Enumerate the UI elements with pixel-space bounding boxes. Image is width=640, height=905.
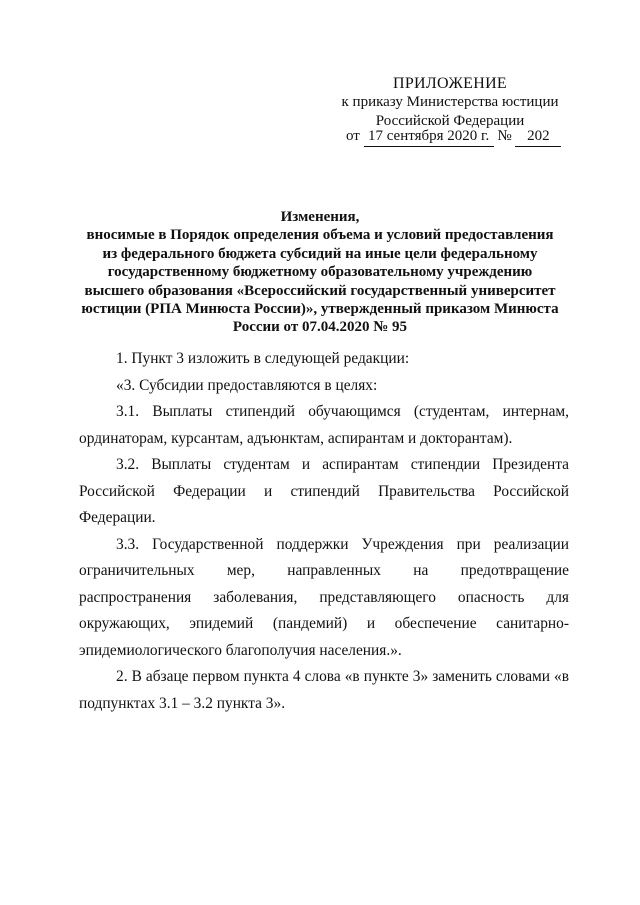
paragraph-2: «3. Субсидии предоставляются в целях: [116,376,378,394]
heading-line-2: вносимые в Порядок определения объема и условий предоставления [86,227,554,244]
appendix-line-2: Российской Федерации [375,113,525,129]
document-body [79,346,569,717]
order-number: 202 [515,127,561,147]
heading-line-3: из федерального бюджета субсидий на иные цели федеральному [102,245,538,262]
paragraph-3: 3.1. Выплаты стипендий обучающимся (студентам, интернам, ординаторам, курсантам, адъюнктам, аспирантам и докторантам). [79,403,569,447]
paragraph-6: 2. В абзаце первом пункта 4 слова «в пункте 3» заменить словами «в подпунктах 3.1 – 3.2 пункта 3». [79,668,569,712]
paragraph-1: 1. Пункт 3 изложить в следующей редакции: [116,350,410,367]
appendix-header [330,74,570,131]
number-label: № [497,128,512,144]
heading-line-6: юстиции (РПА Минюста России)», утвержденный приказом Минюста [81,301,559,318]
appendix-line-1: к приказу Министерства юстиции [341,94,559,110]
heading-line-5: высшего образования «Всероссийский государственный университет [84,282,556,299]
order-date: 17 сентября 2020 г. [364,127,494,147]
heading-line-1: Изменения, [280,209,360,225]
order-reference [346,127,566,147]
document-heading [60,208,580,337]
paragraph-4: 3.2. Выплаты студентам и аспирантам стипендии Президента Российской Федерации и стипендий Правительства Российской Федерации. [79,456,569,526]
appendix-title: ПРИЛОЖЕНИЕ [392,75,507,92]
from-label: от [346,128,360,144]
paragraph-5: 3.3. Государственной поддержки Учреждения при реализации ограничительных мер, направленных на предотвращение распространения заболевания, представляющего опасность для окружающих, эпидемий (пандемий) и обеспечение санитарно-эпидемиологического благополучия населения.». [79,535,569,659]
heading-line-4: государственному бюджетному образовательному учреждению [107,264,533,281]
heading-line-7: России от 07.04.2020 № 95 [232,319,408,336]
